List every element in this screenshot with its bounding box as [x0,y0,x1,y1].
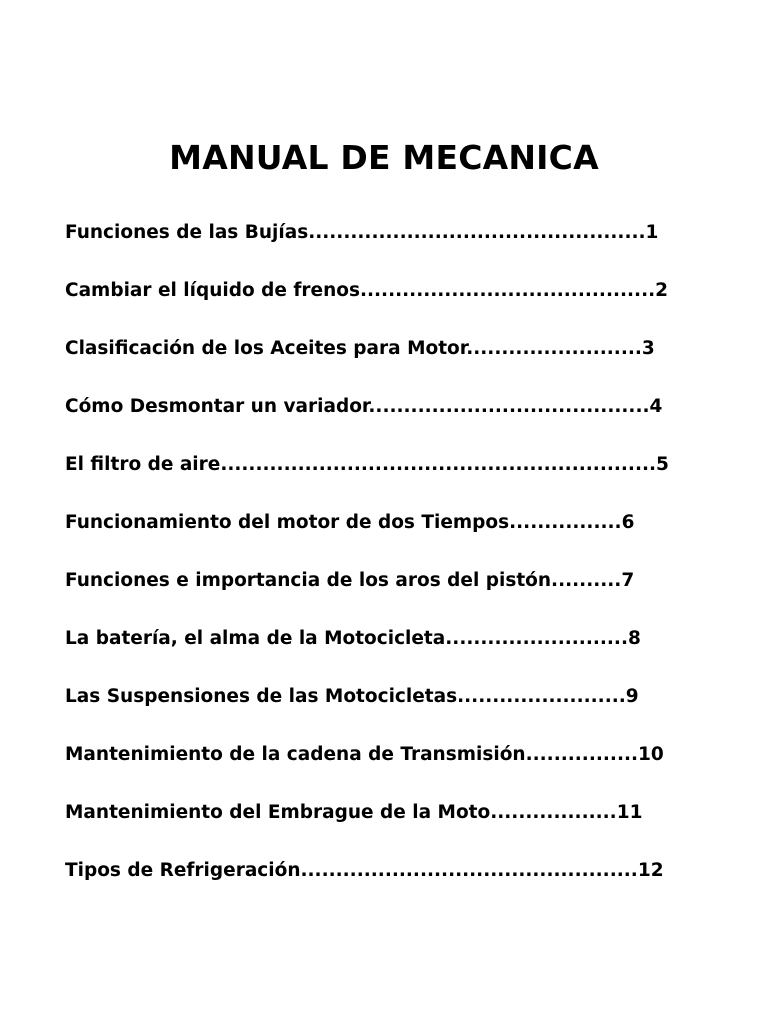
toc-entry: La batería, el alma de la Motocicleta..........................8 [65,628,641,649]
toc-entry: El filtro de aire..............................................................5 [65,454,669,475]
toc-entry: Tipos de Refrigeración................................................12 [65,860,664,881]
page-title: MANUAL DE MECANICA [169,138,599,177]
toc-entry: Mantenimiento del Embrague de la Moto..................11 [65,802,643,823]
toc-entry: Clasificación de los Aceites para Motor.........................3 [65,338,655,359]
toc-entry: Cómo Desmontar un variador........................................4 [65,396,663,417]
toc-entry: Funciones e importancia de los aros del pistón..........7 [65,570,635,591]
toc-entry: Funciones de las Bujías................................................1 [65,222,659,243]
toc-entry: Mantenimiento de la cadena de Transmisión................10 [65,744,664,765]
table-of-contents [65,218,755,914]
toc-entry: Las Suspensiones de las Motocicletas........................9 [65,686,639,707]
toc-entry: Funcionamiento del motor de dos Tiempos................6 [65,512,635,533]
toc-entry: Cambiar el líquido de frenos..........................................2 [65,280,669,301]
